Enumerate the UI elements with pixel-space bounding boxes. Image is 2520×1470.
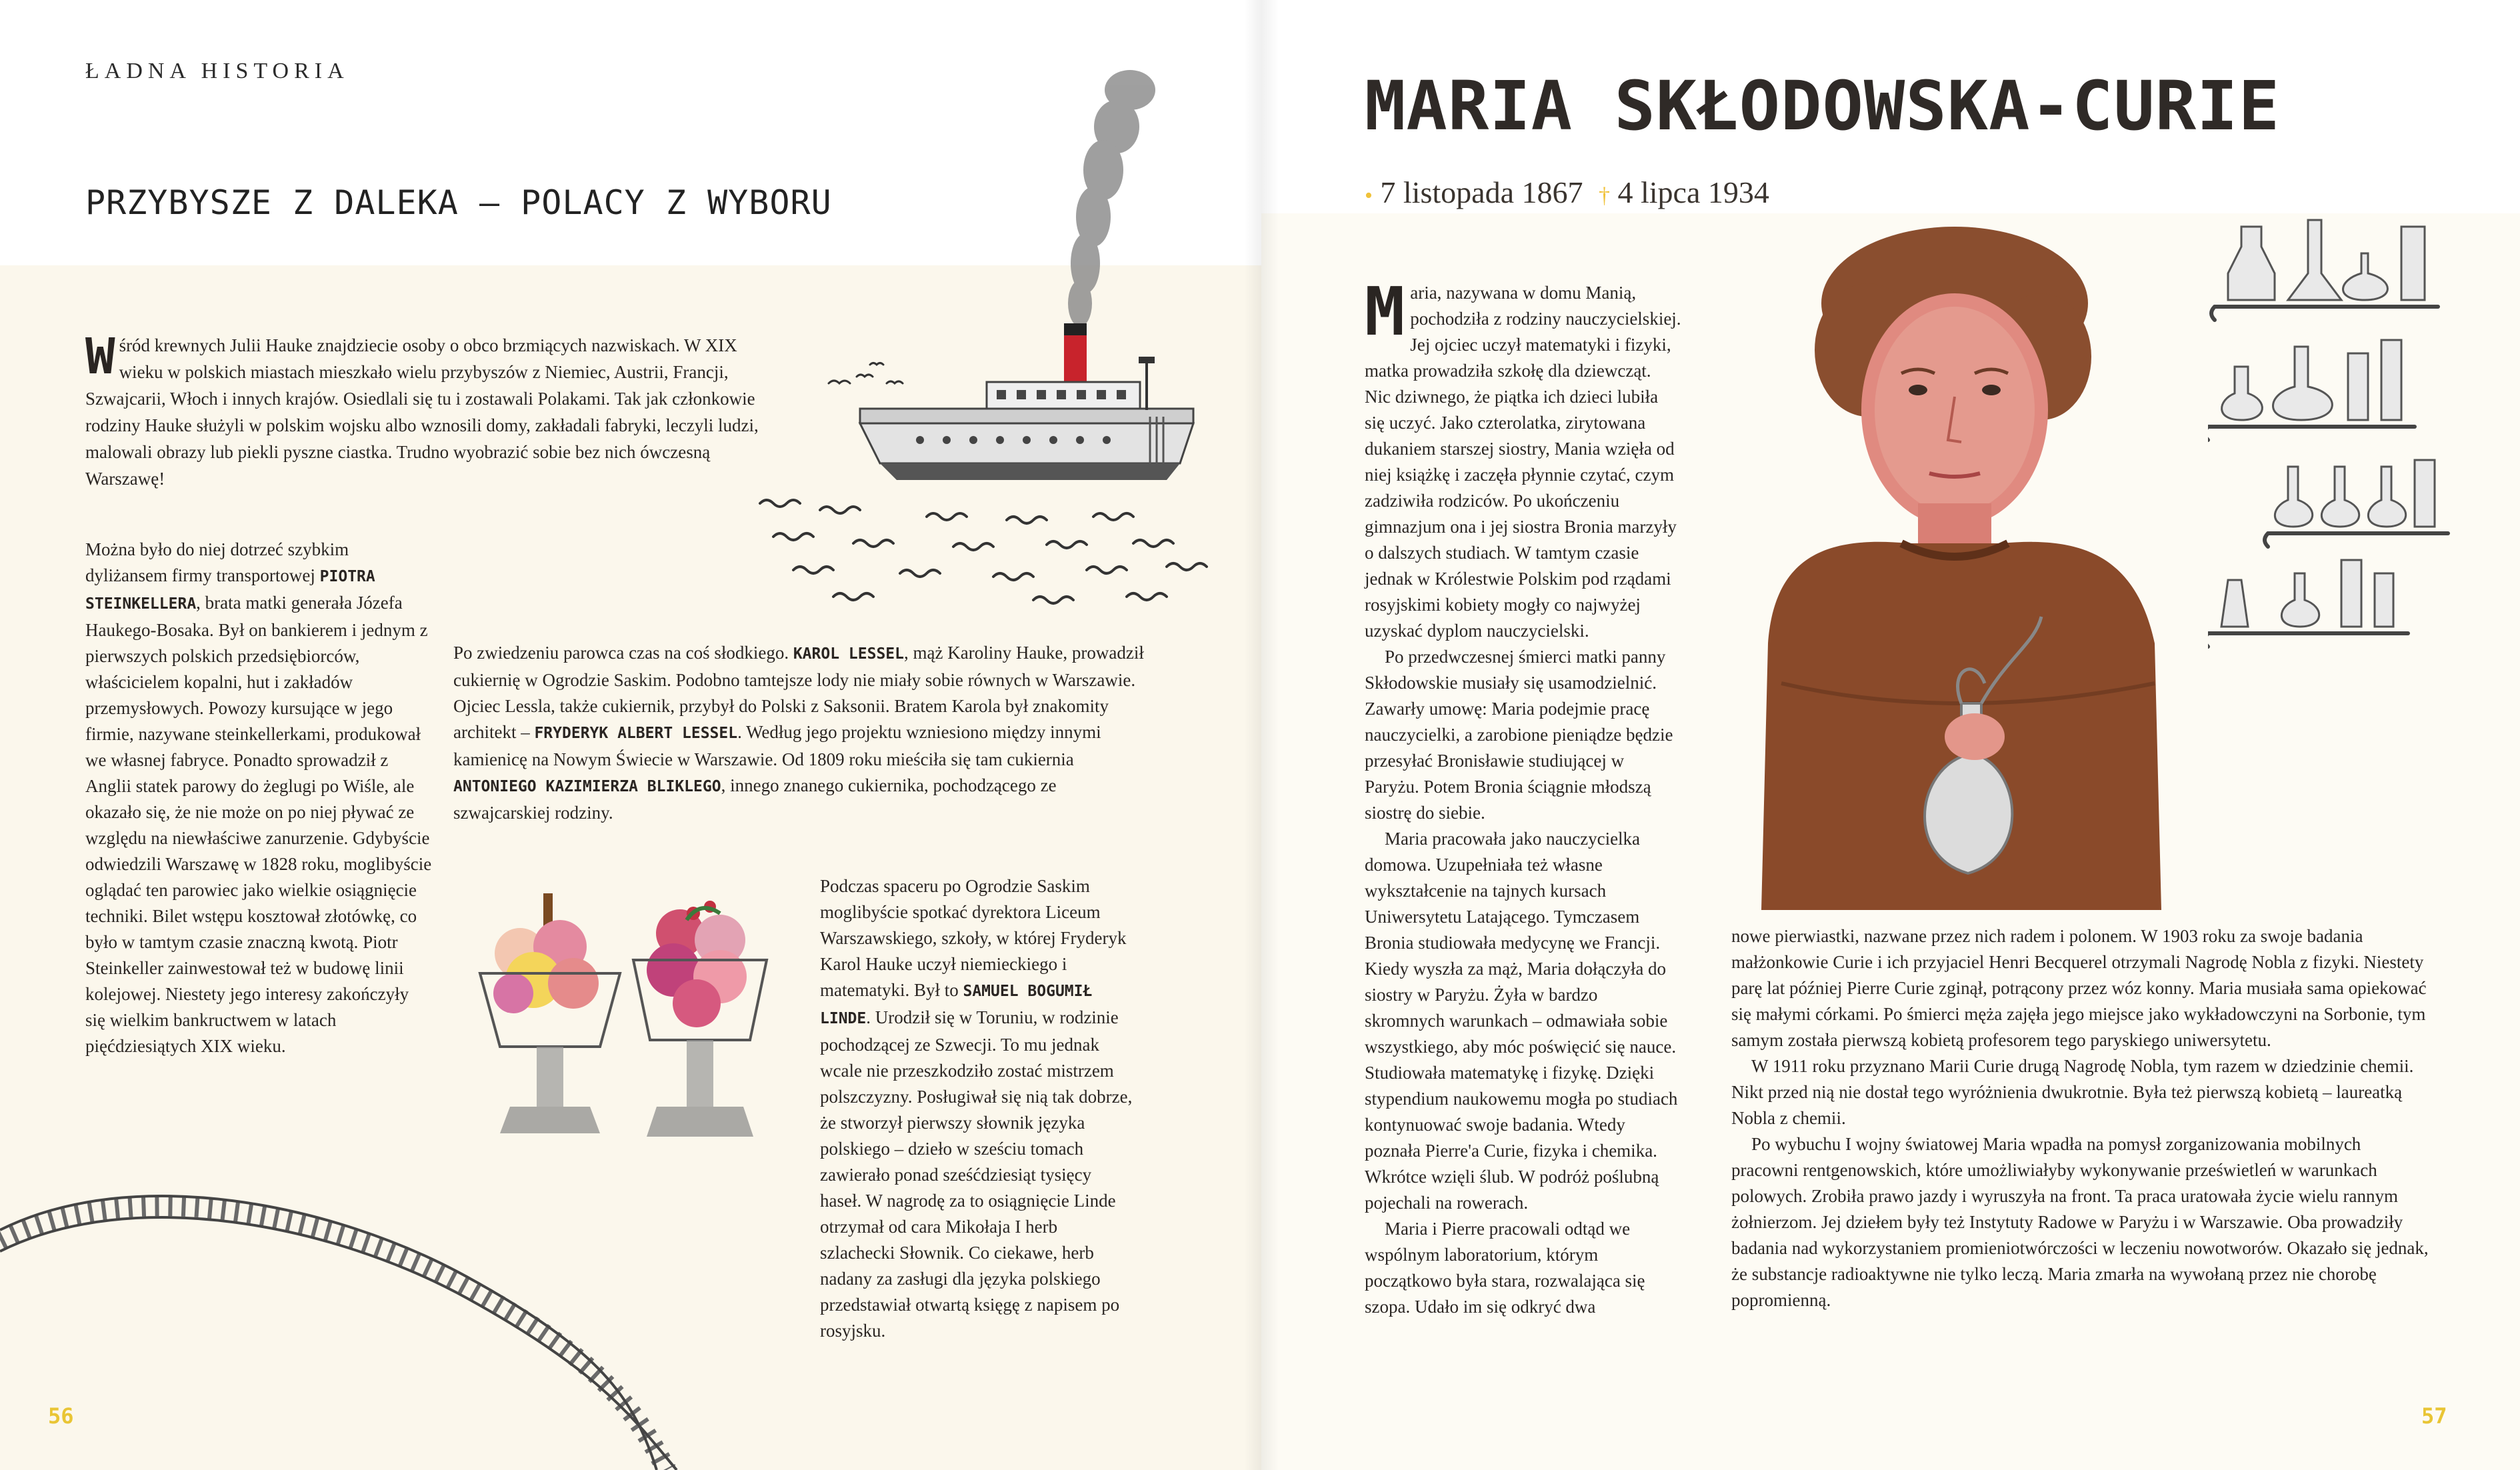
section-heading: PRZYBYSZE Z DALEKA – POLACY Z WYBORU [85,183,832,222]
name-highlight: KAROL LESSEL [793,645,904,663]
name-highlight: ANTONIEGO KAZIMIERZA BLIKLEGO [453,778,721,795]
death-date: 4 lipca 1934 [1617,175,1769,209]
railway-track-illustration [0,1187,680,1470]
life-dates [1365,175,1769,210]
text: aria, nazywana w domu Manią, pochodziła z rodziny nauczycielskiej. Jej ojciec uczył matematyki i fizyki, matka prowadziła szkołę dla dziewcząt. Nic dziwnego, że piątka ich dzieci lubiła się uczyć. Jako czterolatka, zirytowana dukaniem starszej siostry, Mania wzięła od niej książkę i zaczęła płynnie czytać, czym zadziwiła rodziców. Po ukończeniu gimnazjum ona i jej siostra Bronia marzyły o dalszych studiach. W tamtym czasie jednak w Królestwie Polskim pod rządami rosyjskimi kobiety mogły co najwyżej uzyskać dyplom nauczycielski. [1365,283,1681,641]
name-highlight: FRYDERYK ALBERT LESSEL [534,725,738,742]
paragraph: nowe pierwiastki, nazwane przez nich radem i polonem. W 1903 roku za swoje badania małżonkowie Curie i ich przyjaciel Henri Becquerel otrzymali Nagrodę Nobla z fizyki. Niestety parę lat później Pierre Curie zginął, potrącony przez wóz konny. Maria musiała sama opiekować się małymi córkami. Po śmierci męża zajęła jego miejsce jako wykładowczyni na Sorbonie, tym samym została pierwszą kobietą profesorem tego paryskiego uniwersytetu. [1731,926,2427,1050]
paragraph: Maria pracowała jako nauczycielka domowa. Uzupełniała też własne wykształcenie na tajnych kursach Uniwersytetu Latającego. Tymczasem Bronia studiowała medycynę we Francji. Kiedy wyszła za mąż, Maria dołączyła do siostry w Paryżu. Żyła w bardzo skromnych warunkach – odmawiała sobie wszystkiego, aby móc poświęcić się nauce. Studiowała matematykę i fizykę. Dzięki stypendium naukowemu mogła po studiach kontynuować swoje badania. Wtedy poznała Pierre'a Curie, fizyka i chemika. Wkrótce wzięli ślub. W podróż poślubną pojechali na rowerach. [1365,829,1678,1213]
paragraph: W 1911 roku przyznano Marii Curie drugą Nagrodę Nobla, tym razem w dziedzinie chemii. Nikt przed nią nie dostał tego wyróżnienia dwukrotnie. Była też pierwszą kobietą – laureatką Nobla z chemii. [1731,1056,2414,1128]
text: Podczas spaceru po Ogrodzie Saskim moglibyście spotkać dyrektora Liceum Warszawskiego, szkoły, w której Fryderyk Karol Hauke uczył niemieckiego i matematyki. Był to [820,876,1127,1000]
text: . Urodził się w Toruniu, w rodzinie pochodzącej ze Szwecji. To mu jednak wcale nie przeszkodziło zostać mistrzem polszczyzny. Posługiwał się nią tak dobrze, że stworzył pierwszy słownik języka polskiego – dzieło w sześciu tomach zawierało ponad sześćdziesiąt tysięcy haseł. W nagrodę za to osiągnięcie Linde otrzymał od cara Mikołaja I herb szlachecki Słownik. Co ciekawe, herb nadany za zasługi dla języka polskiego przedstawiał otwartą księgę z napisem po rosyjsku. [820,1007,1133,1341]
paragraph: Po wybuchu I wojny światowej Maria wpadła na pomysł zorganizowania mobilnych pracowni rentgenowskich, które umożliwiałyby wykonywanie prześwietleń w warunkach polowych. Zrobiła prawo jazdy i wyruszyła na front. Ta praca uratowała życie wielu rannym żołnierzom. Jej dziełem były też Instytuty Radowe w Paryżu i w Warszawie. Oba prowadziły badania nad wykorzystaniem promieniotwórczości w leczeniu nowotworów. Okazało się jednak, że substancje radioaktywne nie tylko leczą. Maria zmarła na wywołaną przez nie chorobę popromienną. [1731,1134,2429,1310]
birds-illustration [823,357,910,403]
biography-column-1 [1365,273,1681,1320]
birth-symbol-icon: • [1365,183,1373,208]
text: , mąż Karoliny Hauke, prowadził cukiernię w Ogrodzie Saskim. Podobno tamtejsze lody nie miały sobie równych w Warszawie. Ojciec Lessla, także cukiernik, przybył do Polski z Saksonii. Bratem Karola był znakomity architekt – [453,643,1144,742]
page-number-right: 57 [2421,1403,2447,1429]
intro-paragraph [85,328,779,492]
paragraph: Maria i Pierre pracowali odtąd we wspólnym laboratorium, którym początkowo była stara, rozwalająca się szopa. Udało im się odkryć dwa [1365,1219,1645,1317]
paragraph: Po przedwczesnej śmierci matki panny Skłodowskie musiały się usamodzielnić. Zawarły umowę: Maria podejmie pracę nauczycielki, a zarobione pieniądze będzie przesyłać Bronisławie studiującej w Paryżu. Potem Bronia ściągnie młodszą siostrę do siebie. [1365,647,1673,823]
drop-cap: W [85,328,115,385]
column-linde [820,873,1133,1344]
death-cross-icon: † [1598,183,1610,208]
page-title: MARIA SKŁODOWSKA-CURIE [1365,67,2281,146]
biography-column-2 [1731,923,2431,1313]
column-steinkeller [85,537,432,1059]
text: Można było do niej dotrzeć szybkim dyliżansem firmy transportowej [85,539,349,585]
running-head: ŁADNA HISTORIA [85,59,349,83]
smoke-icon [1068,70,1155,327]
text: , brata matki generała Józefa Haukego-Bosaka. Był on bankierem i jednym z pierwszych polskich przedsiębiorców, właścicielem kopalni, hut i zakładów przemysłowych. Powozy kursujące w jego firmie, nazywane steinkellerkami, produkował we własnej fabryce. Ponadto sprowadził z Anglii statek parowy do żeglugi po Wiśle, ale okazało się, że nie może on po niej pływać ze względu na niewłaściwe zanurzenie. Gdybyście odwiedzili Warszawę w 1828 roku, moglibyście oglądać ten parowiec jako wielkie osiągnięcie techniki. Bilet wstępu kosztował złotówkę, co było w tamtym czasie znaczną kwotą. Piotr Steinkeller zainwestował też w budowę linii kolejowej. Niestety jego interesy zakończyły się wielkim bankructwem w latach pięćdziesiątych XIX wieku. [85,593,432,1056]
birth-date: 7 listopada 1867 [1380,175,1583,209]
intro-text: śród krewnych Julii Hauke znajdziecie osoby o obco brzmiących nazwiskach. W XIX wieku w polskich miastach mieszkało wielu przybyszów z Niemiec, Austrii, Francji, Szwajcarii, Włoch i innych krajów. Osiedlali się tu i zostawali Polakami. Tak jak członkowie rodziny Hauke służyli w polskim wojsku albo wznosili domy, zakładali fabryki, leczyli ludzi, malowali obrazy lub piekli pyszne ciastka. Trudno wyobrazić sobie bez nich ówczesną Warszawę! [85,335,759,489]
drop-cap: M [1365,273,1405,351]
page-number-left: 56 [48,1403,74,1429]
ice-cream-sundaes-illustration [453,893,787,1173]
name-highlight: SAMUEL BOGUMIŁ LINDE [820,983,1093,1027]
text: Po zwiedzeniu parowca czas na coś słodkiego. [453,643,793,663]
waves-illustration [753,497,1233,630]
column-lessel [453,640,1153,826]
book-gutter [1244,0,1279,1470]
paragraph [1365,273,1681,644]
laboratory-glassware-illustration [2208,200,2501,667]
right-page [1261,0,2520,1470]
text: . Według jego projektu wzniesiono między innymi kamienicę na Nowym Świecie w Warszawie. Od 1809 roku mieściła się tam cukiernia [453,722,1101,769]
name-highlight: PIOTRA STEINKELLERA [85,568,375,613]
marie-curie-portrait-illustration [1755,217,2181,910]
text: , innego znanego cukiernika, pochodzącego ze szwajcarskiej rodziny. [453,775,1057,823]
